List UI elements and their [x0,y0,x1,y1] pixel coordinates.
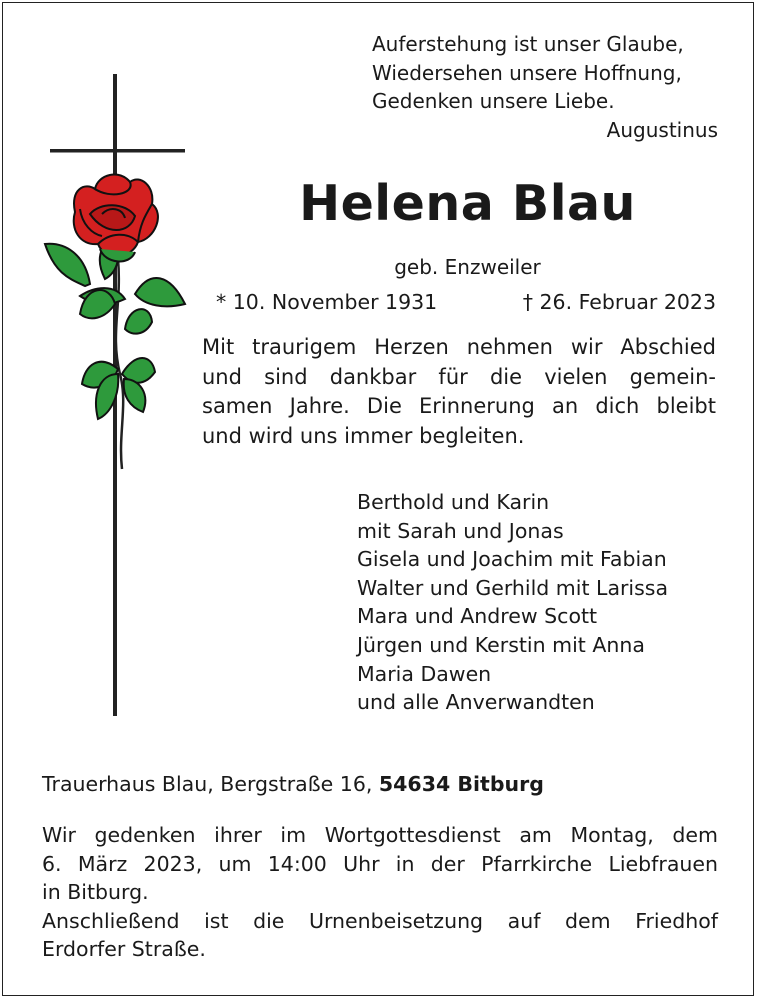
family-member: mit Sarah und Jonas [357,518,564,543]
quote-block [372,30,718,144]
family-member: Gisela und Joachim mit Fabian [357,547,667,572]
family-member: Walter und Gerhild mit Larissa [357,575,669,600]
cross-with-rose-icon [40,74,190,719]
deceased-name: Helena Blau [299,175,636,232]
quote-author: Augustinus [606,117,718,142]
family-member: Berthold und Karin [357,490,550,514]
family-member: Mara und Andrew Scott [357,604,598,629]
rose-head [74,175,158,262]
farewell-line: Mit traurigem Herzen nehmen wir Abschied [202,335,716,359]
quote-line: Gedenken unsere Liebe. [372,89,615,113]
address-city: 54634 Bitburg [378,772,544,796]
farewell-text [202,333,716,451]
service-line: in Bitburg. [42,880,149,905]
farewell-line: und sind dankbar für die vielen gemein- [202,364,716,389]
quote-line: Wiedersehen unsere Hoffnung, [372,60,682,85]
family-list [357,488,668,717]
birth-date: * 10. November 1931 [216,290,438,314]
family-member: Maria Dawen [357,661,492,686]
service-line: 6. März 2023, um 14:00 Uhr in der Pfarrkirche Liebfrauen [42,851,718,876]
mourning-address [42,772,544,796]
service-line: Wir gedenken ihrer im Wortgottesdienst am Montag, dem [42,823,718,847]
family-member: Jürgen und Kerstin mit Anna [357,632,645,657]
death-date: † 26. Februar 2023 [522,290,716,314]
service-line: Erdorfer Straße. [42,937,206,962]
service-info [42,821,718,964]
service-line: Anschließend ist die Urnenbeisetzung auf dem Friedhof [42,908,718,933]
address-street: Trauerhaus Blau, Bergstraße 16, [42,772,373,796]
farewell-line: samen Jahre. Die Erinnerung an dich bleibt [202,394,716,418]
quote-line: Auferstehung ist unser Glaube, [372,32,684,56]
cross-horizontal-beam [50,149,185,153]
maiden-name: geb. Enzweiler [394,255,541,279]
farewell-line: und wird uns immer begleiten. [202,423,525,448]
family-member: und alle Anverwandten [357,690,595,715]
